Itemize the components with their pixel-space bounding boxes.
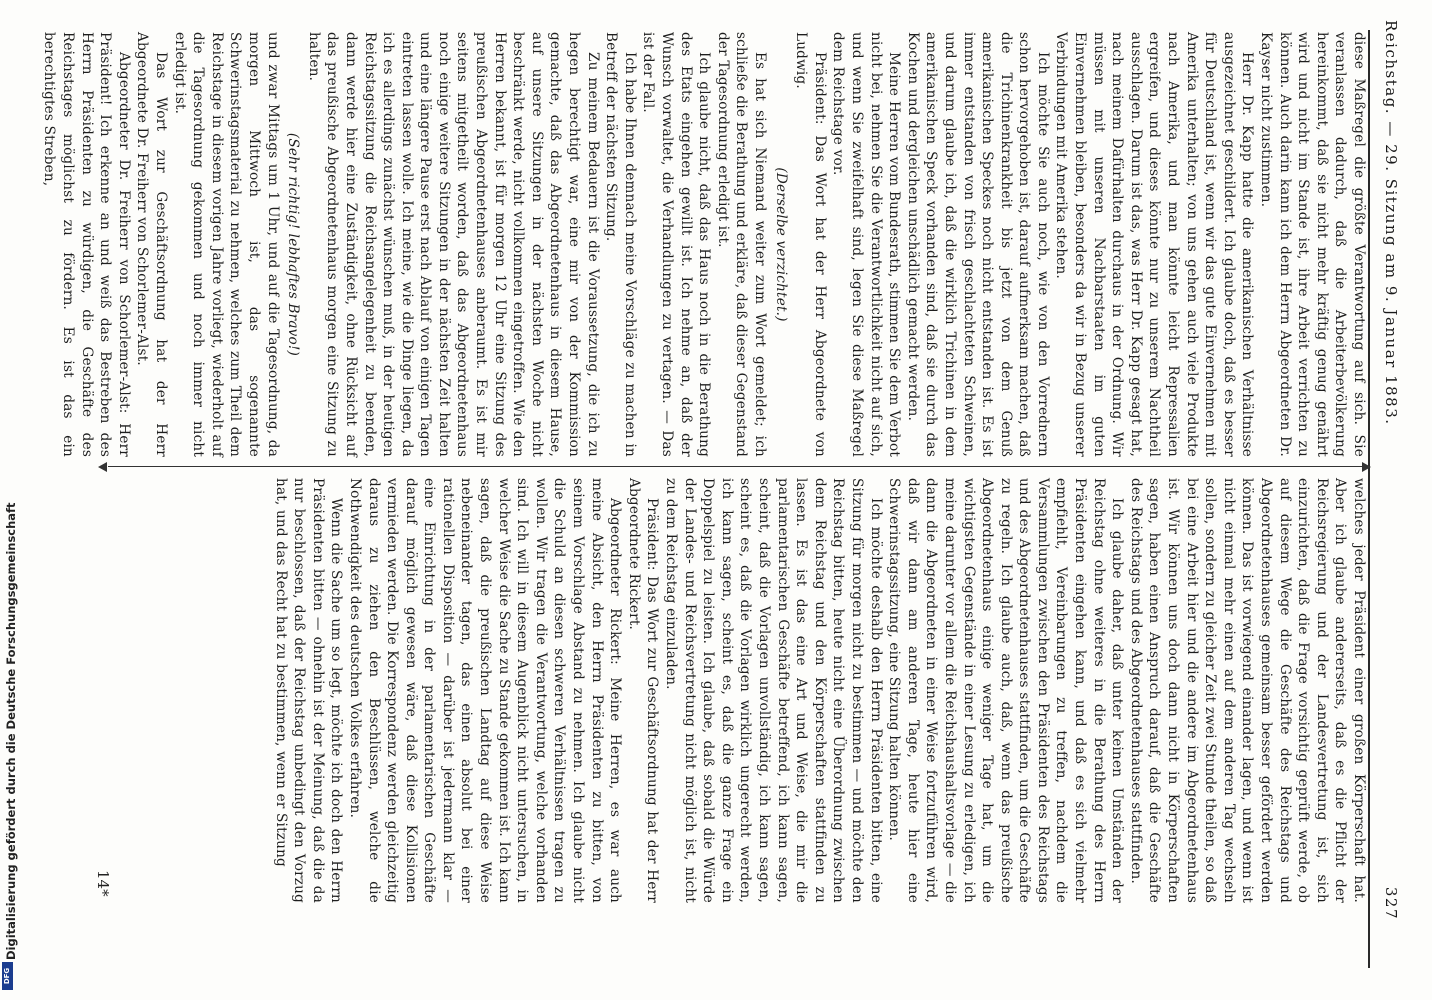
col1-para-b2: Ich glaube nicht, daß das Haus noch in die Berathung des Etats eingehen gewillt ist. Ich nehme an, daß der Wunsch vorwaltet, die Verhandlungen zu vertagen. — Das ist der Fall. xyxy=(640,32,713,457)
column-divider xyxy=(108,466,1368,467)
col2-para-b1: Wenn die Sache um so legt, möchte ich doch den Herrn Präsidenten bitten — ohnehin ist der Meinung, daß die da nur beschlossen, daß der Reichstag unbedingt den Vorzug hat, und das Recht hat zu bestimmen, wenn er Sitzung xyxy=(272,478,345,903)
col1-para-c2: Das Wort zur Geschäftsordnung hat der Herr Abgeordnete Dr. Freiherr von Schorlemer-Alst. xyxy=(134,32,169,457)
col1-para-4: Meine Herren vom Bundesrath, stimmen Sie dem Verbot nicht bei, nehmen Sie die Verantwortlichkeit nicht auf sich, und wenn Sie zweifelhaft sind, legen Sie diese Maßregel dem Reichstage vor. xyxy=(830,32,903,457)
col1-para-b1: Es hat sich Niemand weiter zum Wort gemeldet; ich schließe die Berathung und erkläre, daß dieser Gegenstand der Tagesordnung erledigt ist. xyxy=(714,32,768,457)
page-number: 327 xyxy=(1382,886,1400,920)
divider-arrow-right xyxy=(1362,462,1371,472)
column-left xyxy=(41,32,1368,457)
dfg-logo-icon: DFG xyxy=(2,962,13,990)
signature-text: 14* xyxy=(94,870,112,897)
col1-para-b4: Zu meinem Bedauern ist die Voraussetzung, die ich zu hegen berechtigt war, eine mir von der Kommission gemachte, daß das Abgeordnetenhaus in diesem Hause, auf unsere Sitzungen in der nächsten Woche nicht beschränkt werde, nicht vollkommen eingetroffen. Wie den Herren bekannt, ist für morgen 12 Uhr eine Sitzung des preußischen Abgeordnetenhauses anberaumt. Es ist mir seitens mitgetheilt worden, daß das Abgeordnetenhaus noch einige weitere Sitzungen in der nächsten Zeit halten und eine längere Pause erst nach Ablauf von einigen Tagen eintreten lassen wolle. Ich meine, wie die Dinge liegen, da ich es allerdings zunächst wünschen muß, in der heutigen Reichstagssitzung die Reichsangelegenheit zu beenden, dann werde hier eine Zuständigkeit, ohne Rücksicht auf das preußische Abgeordnetenhaus morgen eine Sitzung zu halten. xyxy=(305,32,601,457)
col1-para-3: Ich möchte Sie auch noch, wie von den Vorrednern schon hervorgehoben ist, darauf aufmerksam machen, daß die Trichinenkrankheit bis jetzt von dem Genuß amerikanischen Speckes noch nicht entstanden ist. Es ist immer entstanden von frisch geschlachteten Schweinen, und darum glaube ich, daß die wirklich Trichinen in dem amerikanischen Speck vorhanden sind, daß sie durch das Kochen und dergleichen unschädlich gemacht werden. xyxy=(904,32,1051,457)
dfg-credit-text: Digitalisierung gefördert durch die Deutsche Forschungsgemeinschaft xyxy=(4,502,18,960)
col2-para-3: Ich möchte deshalb den Herrn Präsidenten bitten, eine Sitzung für morgen nicht zu bestimmen — und möchte den Reichstag bitten, heute nicht eine Überordnung zwischen dem Reichstag und den Körperschaften stattfinden zu lassen. Es ist das eine Art und Weise, die mir die parlamentarischen Geschäfte betreffend, ich kann sagen, scheint, daß die Vorlagen unvollständig, ich kann sagen, scheint es, daß die Vorlagen wirklich ungerecht werden, ich kann sagen, scheint es, daß die ganze Frage ein Doppelspiel zu leisten. Ich glaube, daß sobald die Würde der Landes- und Reichsvertretung nicht möglich ist, nicht zu dem Reichstag einzuladen. xyxy=(663,478,884,903)
dfg-credit xyxy=(4,502,18,960)
col1-president-line: Präsident: Das Wort hat der Herr Abgeordnete von Ludwig. xyxy=(793,32,828,457)
col1-para-c1: und zwar Mittags um 1 Uhr, und auf die Tagesordnung, da morgen Mittwoch ist, das sogenannte Schwerinstagsmaterial zu nehmen, welches zum Theil dem Reichstage in diesem vorigen Jahre vorliegt, wiederholt auf die Tagesordnung gekommen und noch immer nicht erledigt ist. xyxy=(171,32,281,457)
col1-para-b3: Ich habe Ihnen demnach meine Vorschläge zu machen in Betreff der nächsten Sitzung. xyxy=(603,32,638,457)
col1-stage-note: (Derselbe verzichtet.) xyxy=(772,167,789,322)
col2-president-line: Präsident: Das Wort zur Geschäftsordnung hat der Herr Abgeordnete Rickert. xyxy=(625,478,661,903)
col2-para-2: Ich glaube daher, daß unter keinen Umständen der Reichstag ohne weiteres in die Berathung des Herrn Präsidenten eingehen kann, und daß es sich vielmehr empfiehlt, Vereinbarungen zu treffen, nachdem die Versammlungen zwischen den Präsidenten des Reichstags und des Abgeordnetenhauses stattfinden, um die Geschäfte zu regeln. Ich glaube auch, daß, wenn das preußische Abgeordnetenhaus einige weniger Tage hat, um die wichtigsten Gegenstände in einer Lesung zu erledigen, ich meine darunter vor allem die Reichshaushaltsvorlage — die dann die Abgeordneten in einer Weise fortzuführen wird, daß wir dann am anderen Tage, heute hier eine Schwerinstagssitzung, eine Sitzung halten können. xyxy=(886,478,1126,903)
col1-stage-note-b: (Sehr richtig! lebhaftes Bravo!) xyxy=(285,132,302,357)
column-right xyxy=(98,478,1368,903)
col2-para-1: welches jeder Präsident einer großen Körperschaft hat. Aber ich glaube andererseits, daß es die Pflicht der Reichsregierung und der Landesvertretung ist, sich einzurichten, daß die Frage vorsichtig geprüft werde, ob auf diesem Wege die Geschäfte des Reichstags und Abgeordnetenhauses gemeinsam besser gefördert werden können. Das ist vorwiegend einander lagen, und wenn ist nicht einmal mehr einen auf dem anderen Tag wechseln sollen, sondern zu gleicher Zeit zwei Stunde theilen, so daß bei eine Arbeit hier und die andere im Abgeordnetenhaus ist. Wir können uns doch dann nicht in Körperschaften sagen, haben einen Anspruch darauf, daß die Geschäfte des Reichstags und des Abgeordnetenhauses stattfinden. xyxy=(1127,478,1367,903)
col1-para-2: Herr Dr. Kapp hatte die amerikanischen Verhältnisse ausgezeichnet geschildert. Ich glaube doch, daß es besser für Deutschland ist, wenn wir das gute Einvernehmen mit Amerika unterhalten; von uns gehen auch viele Produkte nach Amerika, und man könnte leicht Repressalien ergreifen, und dieses könnte nur zu unserem Nachtheil ausschlagen. Darum ist das, was Herr Dr. Kapp gesagt hat, nach meinem Dafürhalten durchaus in der Ordnung. Wir müssen mit unseren Nachbarstaaten im guten Einvernehmen bleiben, besonders da wir in Bezug unserer Verbindungen mit Amerika stehen. xyxy=(1053,32,1256,457)
header-rule xyxy=(1368,30,1370,968)
col1-speaker-line: Abgeordneter Dr. Freiherr von Schorlemer-Alst: Herr Präsident! Ich erkenne an und weiß das Bestreben des Herrn Präsidenten zu würdigen, die Geschäfte des Reichstages möglichst zu fördern. Es ist das ein berechtigtes Streben, xyxy=(41,32,132,457)
col2-speaker-line: Abgeordneter Rickert: Meine Herren, es war auch meine Absicht, den Herrn Präsidenten zu bitten, von seinem Vorschlage Abstand zu nehmen. Ich glaube nicht die Schuld an diesen schweren Verhältnissen tragen zu wollen. Wir tragen die Verantwortung, welche vorhanden sind. Ich will in diesem Augenblick nicht untersuchen, in welcher Weise die Sache zu Stande gekommen ist. Ich kann sagen, daß die preußischen Landtag auf diese Weise nebeneinander tagen, das einen absolut bei einer rationellen Disposition — darüber ist jedermann klar — eine Einrichtung in der parlamentarischen Geschäfte darauf möglich gewesen wäre, daß diese Kollisionen vermieden werden. Die Korrespondenz werden gleichzeitig daraus zu ziehen den Beschlüssen, welche die Nothwendigkeit des deutschen Volkes erfahren. xyxy=(346,478,624,903)
signature-mark xyxy=(94,870,112,897)
header-title: Reichstag. — 29. Sitzung am 9. Januar 1883. xyxy=(1382,20,1400,426)
running-header xyxy=(1382,20,1400,960)
divider-arrow-left xyxy=(98,462,107,472)
col1-para-1: diese Maßregel die größte Verantwortung auf sich. Sie veranlassen dadurch, daß die Arbeiterbevölkerung hereinkommt, daß sie nicht mehr kräftig genug genährt wird und nicht im Stande ist, ihre Arbeit verrichten zu können. Auch darin kann ich dem Herrn Abgeordneten Dr. Kayser nicht zustimmen. xyxy=(1258,32,1367,457)
